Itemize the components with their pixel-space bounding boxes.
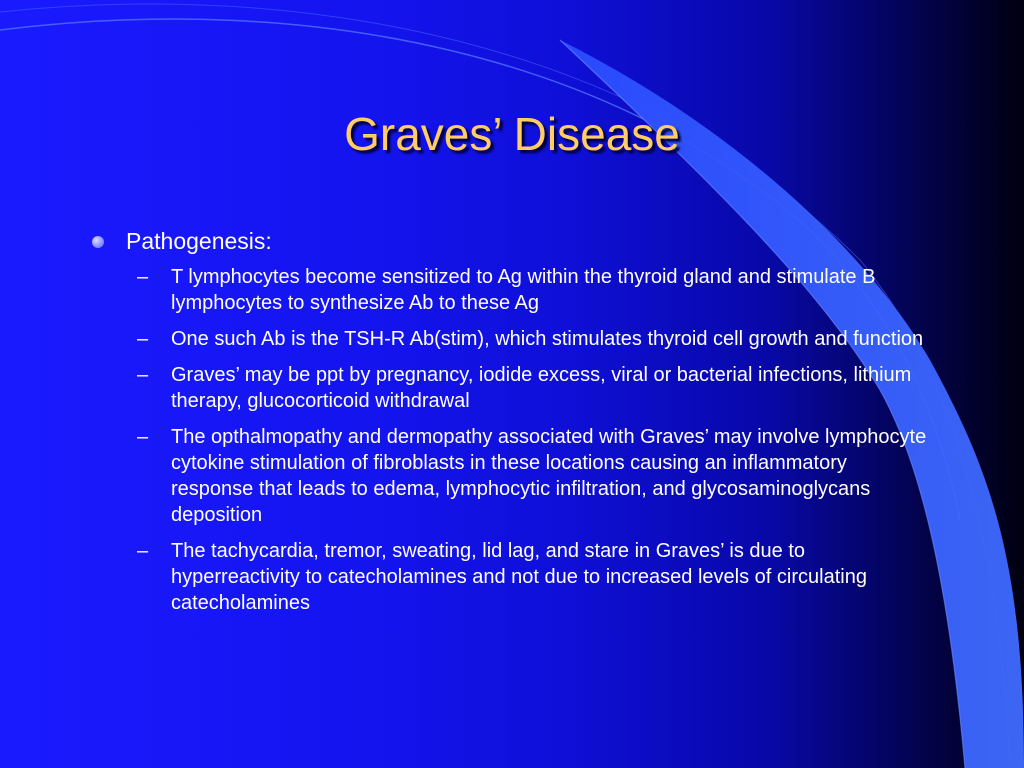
sub-bullet-text: One such Ab is the TSH-R Ab(stim), which stimulates thyroid cell growth and function — [171, 328, 924, 350]
sub-bullet-item — [88, 424, 928, 528]
bullet-item — [88, 226, 928, 256]
dash-marker: – — [137, 364, 149, 386]
dash-marker: – — [137, 328, 149, 350]
bullet-text: Pathogenesis: — [126, 228, 272, 254]
sub-bullet-item — [88, 326, 928, 352]
dash-marker: – — [137, 266, 149, 288]
sub-bullet-item — [88, 362, 928, 414]
sub-bullet-item — [88, 264, 928, 316]
sub-bullet-text: The opthalmopathy and dermopathy associated with Graves’ may involve lymphocyte cytokine stimulation of fibroblasts in these locations causing an inflammatory response that leads to edema, lymphocytic infiltration, and glycosaminoglycans deposition — [171, 426, 927, 526]
bullet-dot-icon — [92, 236, 104, 248]
dash-marker: – — [137, 426, 149, 448]
sub-bullet-text: The tachycardia, tremor, sweating, lid lag, and stare in Graves’ is due to hyperreactivity to catecholamines and not due to increased levels of circulating catecholamines — [171, 540, 867, 614]
sub-bullet-item — [88, 538, 928, 616]
slide-body — [88, 226, 928, 626]
sub-bullet-list — [88, 264, 928, 616]
sub-bullet-text: Graves’ may be ppt by pregnancy, iodide excess, viral or bacterial infections, lithium therapy, glucocorticoid withdrawal — [171, 364, 912, 412]
slide-title: Graves’ Disease — [344, 108, 680, 160]
sub-bullet-text: T lymphocytes become sensitized to Ag within the thyroid gland and stimulate B lymphocytes to synthesize Ab to these Ag — [171, 266, 876, 314]
dash-marker: – — [137, 540, 149, 562]
